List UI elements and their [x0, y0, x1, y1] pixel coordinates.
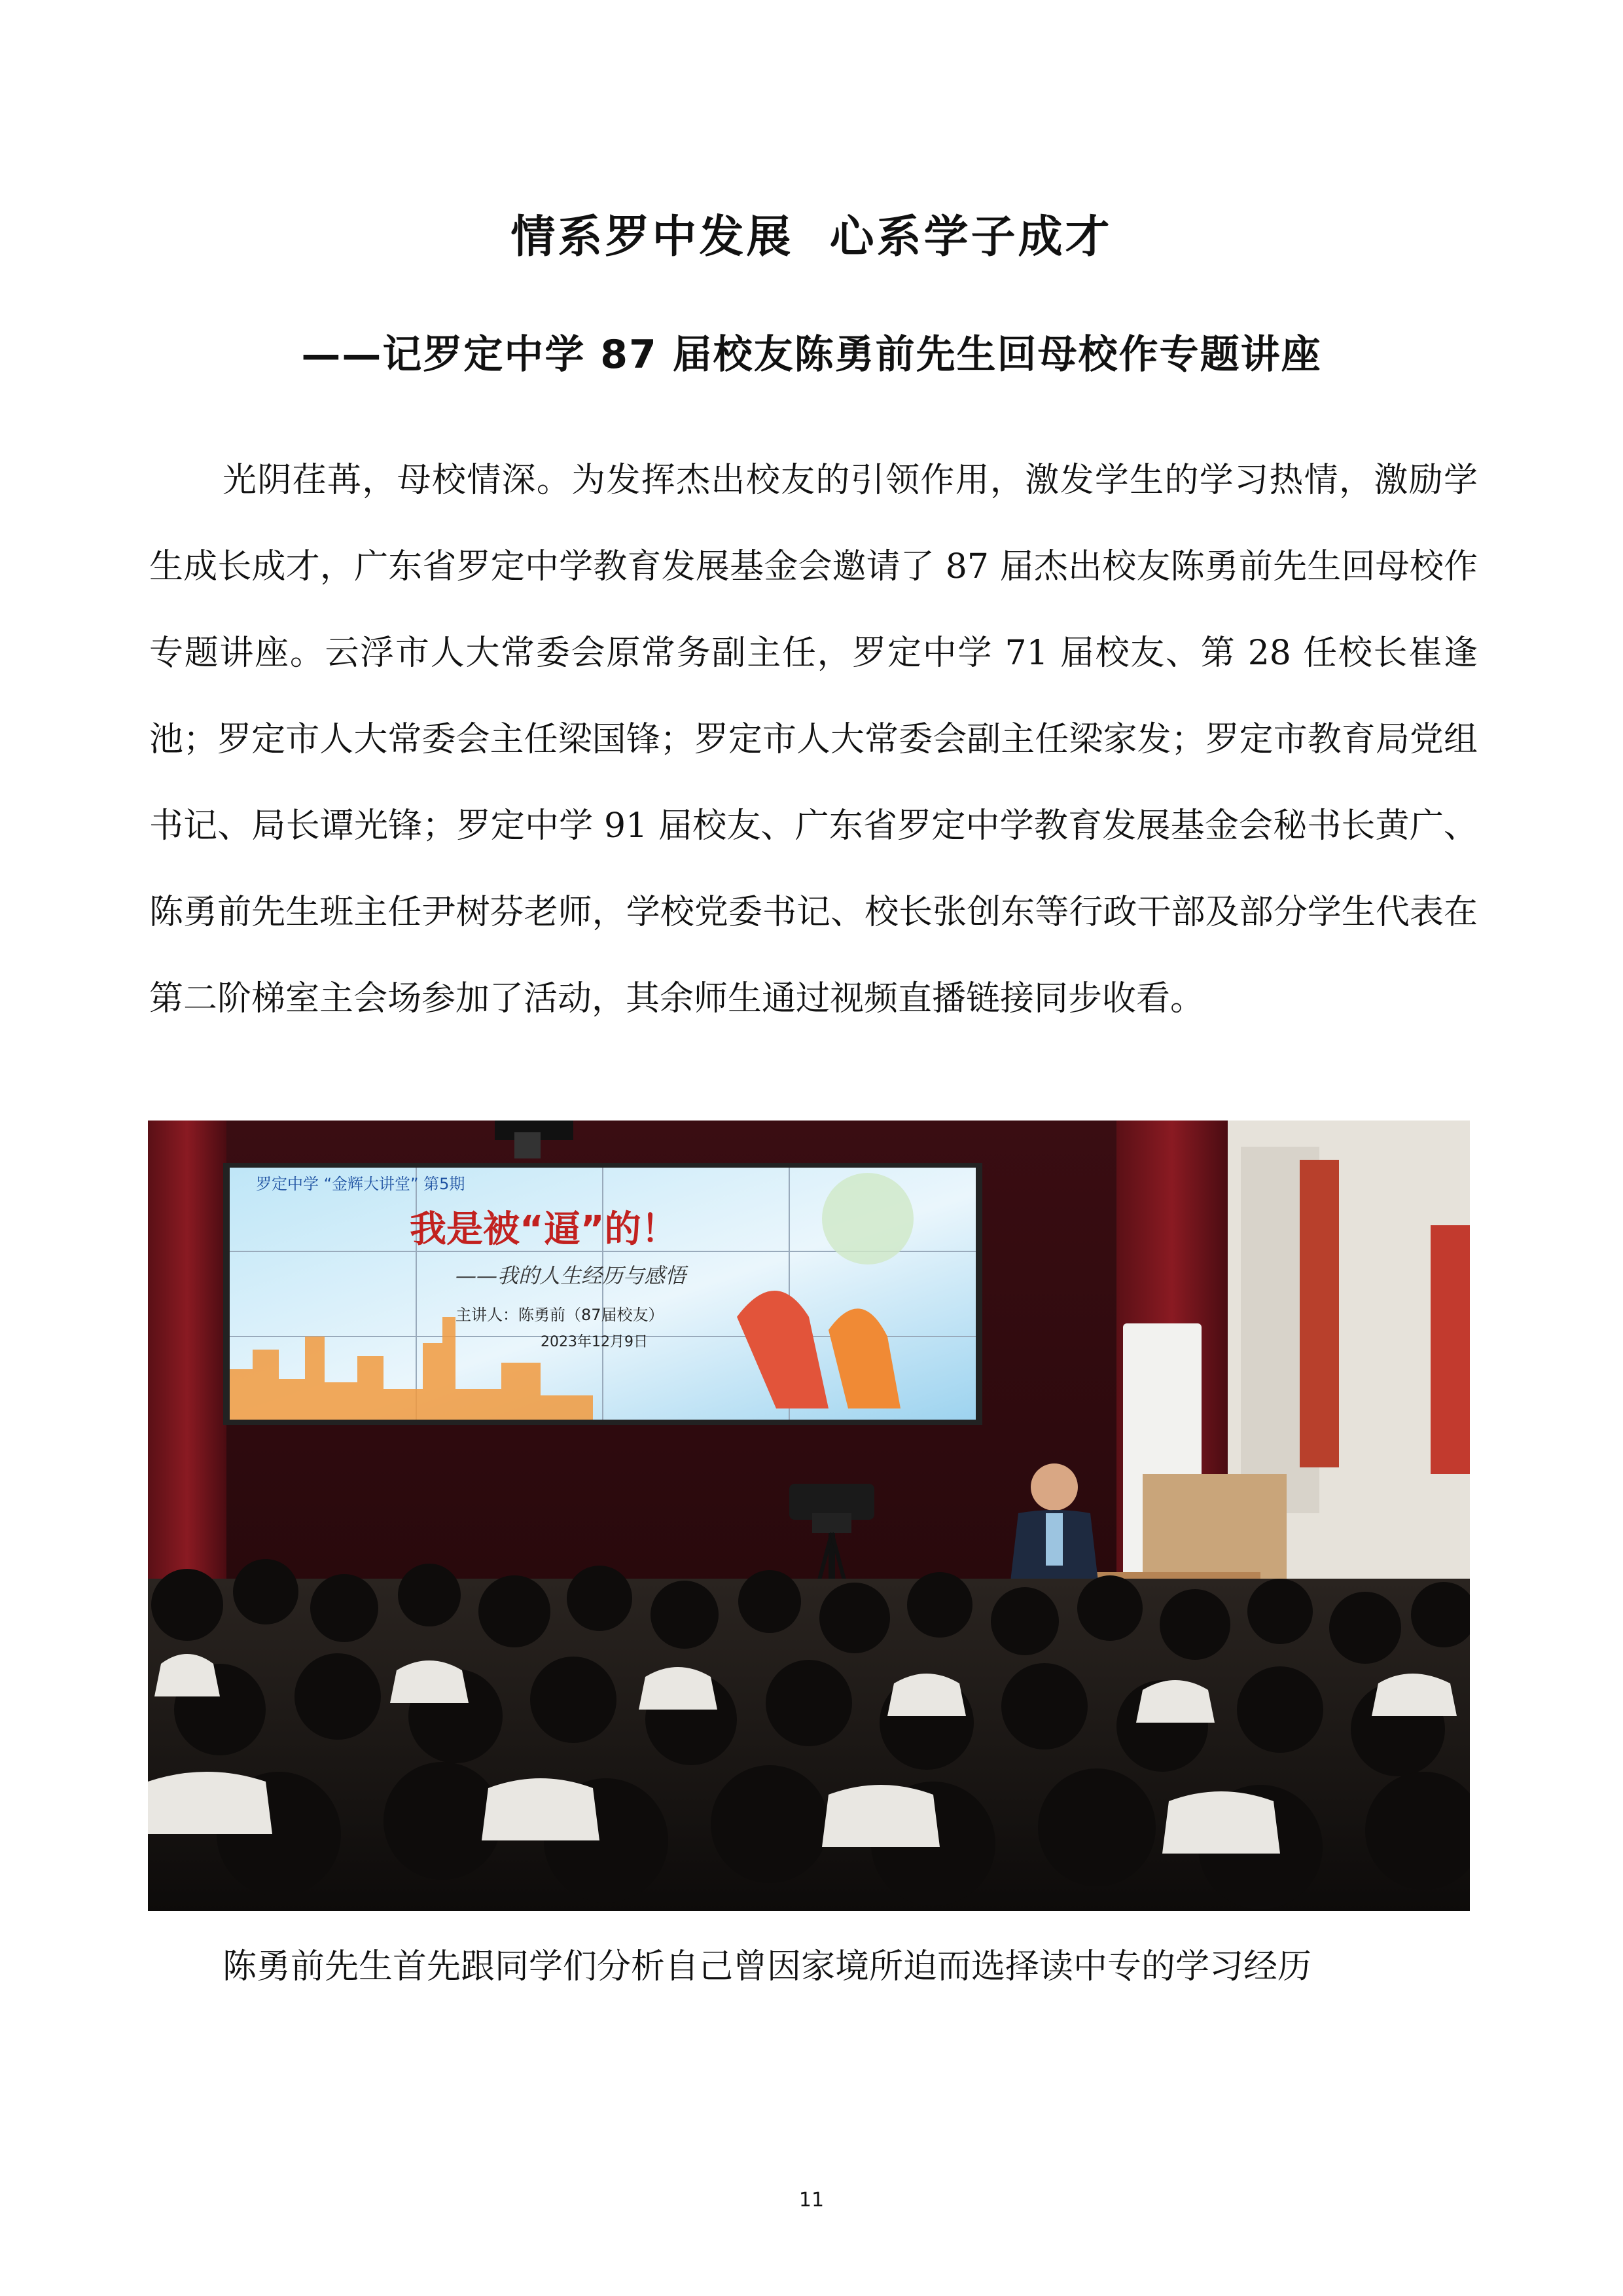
screen-subtitle: ——我的人生经历与感悟 [455, 1263, 687, 1288]
page-title: 情系罗中发展 心系学子成才 [510, 211, 1113, 263]
lecture-photo [148, 1121, 1470, 1911]
screen-header: 罗定中学 “金辉大讲堂” 第5期 [256, 1175, 465, 1193]
screen-date: 2023年12月9日 [541, 1334, 648, 1350]
screen-title: 我是被“逼”的！ [410, 1208, 678, 1251]
screen-speaker: 主讲人：陈勇前（87届校友） [455, 1306, 664, 1324]
page-number: 11 [798, 2189, 825, 2212]
body-paragraph-2: 陈勇前先生首先跟同学们分析自己曾因家境所迫而选择读中专的学习经历 [223, 1947, 1312, 1986]
body-paragraph-1: 光阴荏苒，母校情深。为发挥杰出校友的引领作用，激发学生的学习热情，激励学生成长成才，广东省罗定中学教育发展基金会邀请了 87 届杰出校友陈勇前先生回母校作专题讲座。云浮市人大常委会原常务副主任，罗定中学 71 届校友、第 28 任校长崔逢池；罗定市人大常委会主任梁国锋；罗定市人大常委会副主任梁家发；罗定市教育局党组书记、局长谭光锋；罗定中学 91 届校友、广东省罗定中学教育发展基金会秘书长黄广、陈勇前先生班主任尹树芬老师，学校党委书记、校长张创东等行政干部及部分学生代表在第二阶梯室主会场参加了活动，其余师生通过视频直播链接同步收看。 [149, 461, 1478, 1018]
page-subtitle: ——记罗定中学 87 届校友陈勇前先生回母校作专题讲座 [301, 332, 1322, 378]
